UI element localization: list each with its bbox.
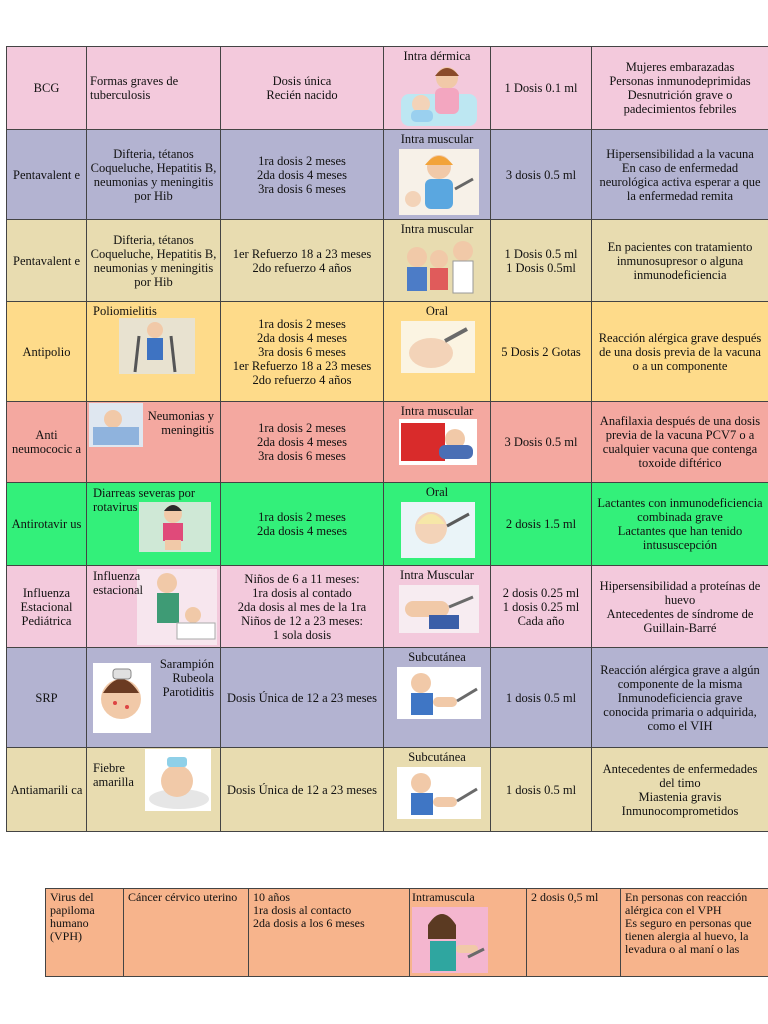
table-row [7, 648, 768, 748]
dose-cell: 5 Dosis 2 Gotas [491, 302, 592, 402]
contraindication-cell: Reacción alérgica grave a algún componente de la misma Inmunodeficiencia grave conocida primaria o adquirida, como el VIH [592, 648, 768, 748]
child-stomachache-illustration [139, 502, 211, 552]
schedule-cell: 10 años 1ra dosis al contacto 2da dosis a los 6 meses [249, 889, 410, 977]
schedule-cell: 1er Refuerzo 18 a 23 meses 2do refuerzo 4 años [221, 220, 384, 302]
oral-drops-illustration [401, 321, 475, 373]
contraindication-cell: En pacientes con tratamiento inmunosupresor o alguna inmunodeficiencia [592, 220, 768, 302]
disease-cell: Difteria, tétanos Coqueluche, Hepatitis B, neumonias y meningitis por Hib [87, 130, 221, 220]
disease-cell: Formas graves de tuberculosis [87, 47, 221, 130]
vaccine-name: Pentavalent e [7, 130, 87, 220]
contraindication-cell: Hipersensibilidad a la vacuna En caso de enfermedad neurológica activa esperar a que la enfermedad remita [592, 130, 768, 220]
contraindication-cell: Antecedentes de enfermedades del timo Miastenia gravis Inmunocomprometidos [592, 748, 768, 832]
route-cell [384, 483, 491, 566]
table-row [7, 402, 768, 483]
disease-cell [87, 402, 221, 483]
crutches-child-illustration [119, 318, 195, 374]
route-label: Intra dérmica [403, 49, 471, 63]
dose-cell: 1 dosis 0.5 ml [491, 648, 592, 748]
schedule-cell: 1ra dosis 2 meses 2da dosis 4 meses 3ra dosis 6 meses [221, 130, 384, 220]
route-label: Intramuscula [412, 890, 475, 904]
nurse-injection-illustration [399, 149, 479, 215]
schedule-cell: Dosis Única de 12 a 23 meses [221, 648, 384, 748]
contraindication-cell: Hipersensibilidad a proteínas de huevo Antecedentes de síndrome de Guillain-Barré [592, 566, 768, 648]
table-row [7, 220, 768, 302]
arm-injection-illustration [399, 585, 479, 633]
dose-cell: 2 dosis 0.25 ml 1 dosis 0.25 ml Cada año [491, 566, 592, 648]
vaccine-name: BCG [7, 47, 87, 130]
vaccine-table [6, 46, 768, 832]
girl-arm-injection-illustration [412, 907, 488, 973]
table-row [7, 130, 768, 220]
table-row [46, 889, 768, 977]
route-label: Subcutánea [408, 649, 466, 664]
baby-injection-illustration [399, 419, 477, 465]
child-ice-pack-illustration [145, 749, 211, 811]
table-row [7, 47, 768, 130]
disease-label: Sarampión Rubeola Parotiditis [159, 656, 214, 699]
route-cell [384, 648, 491, 748]
route-cell [384, 402, 491, 483]
dose-cell: 2 dosis 0,5 ml [527, 889, 621, 977]
disease-label: Poliomielitis [93, 304, 157, 318]
route-cell [410, 889, 527, 977]
disease-cell: Difteria, tétanos Coqueluche, Hepatitis B, neumonias y meningitis por Hib [87, 220, 221, 302]
table-row [7, 748, 768, 832]
disease-cell [87, 648, 221, 748]
route-label: Oral [425, 484, 449, 499]
children-nurse-illustration [399, 237, 479, 299]
sick-child-bed-illustration [89, 403, 143, 447]
schedule-cell: 1ra dosis 2 meses 2da dosis 4 meses 3ra dosis 6 meses 1er Refuerzo 18 a 23 meses 2do refuerzo 4 años [221, 302, 384, 402]
schedule-cell: Dosis única Recién nacido [221, 47, 384, 130]
disease-cell [87, 748, 221, 832]
nurse-baby-illustration [401, 64, 477, 126]
disease-label: Fiebre amarilla [93, 760, 134, 789]
disease-cell [87, 302, 221, 402]
vaccine-name: Antiamarili ca [7, 748, 87, 832]
vaccine-name: SRP [7, 648, 87, 748]
route-cell [384, 748, 491, 832]
vaccine-name: Virus del papiloma humano (VPH) [46, 889, 124, 977]
vaccine-name: Anti neumococic a [7, 402, 87, 483]
table-row [7, 483, 768, 566]
table-row [7, 302, 768, 402]
vaccine-name: Influenza Estacional Pediátrica [7, 566, 87, 648]
route-cell [384, 566, 491, 648]
vaccine-name: Antipolio [7, 302, 87, 402]
vph-table [45, 888, 768, 977]
child-arm-injection-illustration [397, 667, 481, 719]
disease-cell [87, 483, 221, 566]
route-label: Intra Muscular [400, 567, 474, 582]
disease-label: Diarreas severas por rotavirus [93, 485, 196, 514]
dose-cell: 3 Dosis 0.5 ml [491, 402, 592, 483]
vaccine-name: Antirotavir us [7, 483, 87, 566]
schedule-cell: Dosis Única de 12 a 23 meses [221, 748, 384, 832]
contraindication-cell: Reacción alérgica grave después de una dosis previa de la vacuna o a un componente [592, 302, 768, 402]
contraindication-cell: Mujeres embarazadas Personas inmunodeprimidas Desnutrición grave o padecimientos febriles [592, 47, 768, 130]
route-label: Oral [425, 303, 449, 318]
route-cell [384, 47, 491, 130]
contraindication-cell: En personas con reacción alérgica con el VPH Es seguro en personas que tienen alergia al huevo, la levadura o al maní o las [621, 889, 768, 977]
route-label: Intra muscular [400, 221, 474, 236]
route-label: Intra muscular [400, 131, 474, 146]
vaccine-name: Pentavalent e [7, 220, 87, 302]
disease-label: Influenza estacional [93, 568, 143, 597]
schedule-cell: 1ra dosis 2 meses 2da dosis 4 meses 3ra dosis 6 meses [221, 402, 384, 483]
dose-cell: 3 dosis 0.5 ml [491, 130, 592, 220]
disease-cell: Cáncer cérvico uterino [124, 889, 249, 977]
schedule-cell: Niños de 6 a 11 meses: 1ra dosis al contado 2da dosis al mes de la 1ra Niños de 12 a 23 meses: 1 sola dosis [221, 566, 384, 648]
child-arm-injection-illustration [397, 767, 481, 819]
route-label: Intra muscular [400, 403, 474, 418]
schedule-cell: 1ra dosis 2 meses 2da dosis 4 meses [221, 483, 384, 566]
disease-cell [87, 566, 221, 648]
dose-cell: 1 Dosis 0.1 ml [491, 47, 592, 130]
baby-oral-drops-illustration [401, 502, 475, 558]
route-cell [384, 130, 491, 220]
table-row [7, 566, 768, 648]
route-label: Subcutánea [408, 749, 466, 764]
dose-cell: 2 dosis 1.5 ml [491, 483, 592, 566]
dose-cell: 1 dosis 0.5 ml [491, 748, 592, 832]
contraindication-cell: Anafilaxia después de una dosis previa de la vacuna PCV7 o a cualquier vacuna que contenga toxoide diftérico [592, 402, 768, 483]
route-cell [384, 220, 491, 302]
disease-label: Neumonias y meningitis [147, 408, 214, 437]
contraindication-cell: Lactantes con inmunodeficiencia combinada grave Lactantes que han tenido intususcepción [592, 483, 768, 566]
dose-cell: 1 Dosis 0.5 ml 1 Dosis 0.5ml [491, 220, 592, 302]
route-cell [384, 302, 491, 402]
